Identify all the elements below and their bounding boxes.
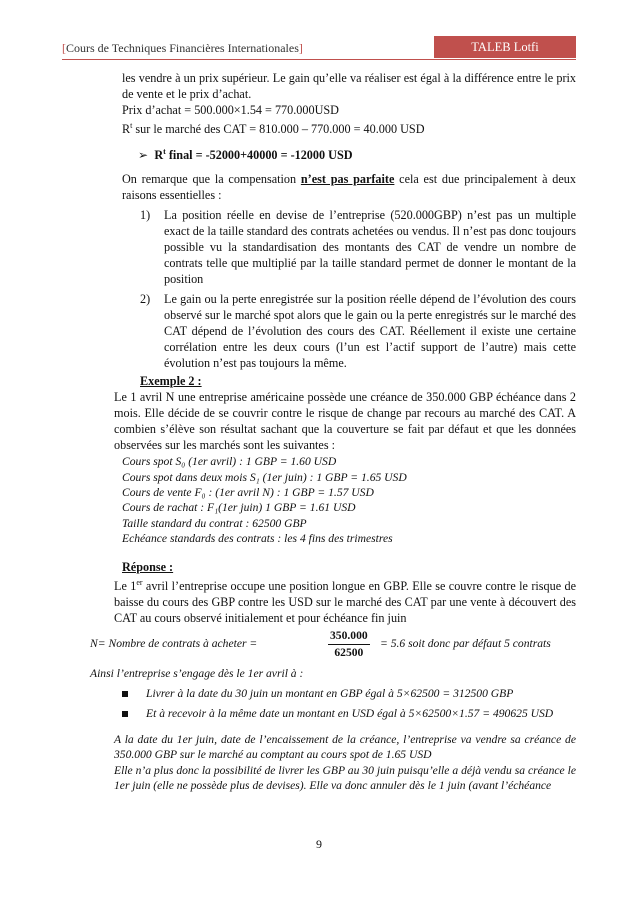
purchase-price: Prix d’achat = 500.000×1.54 = 770.000USD	[122, 103, 339, 117]
remark-paragraph: On remarque que la compensation n’est pas parfaite cela est due principalement à deux raisons essentielles :	[122, 172, 576, 203]
data-line: Cours spot dans deux mois S₁ (1er juin) : 1 GBP = 1.65 USD	[122, 470, 407, 484]
header-divider	[62, 59, 576, 60]
list-item: 2) Le gain ou la perte enregistrée sur la position réelle dépend de l’évolution des cours observé sur le marché spot alors que le gain ou la perte enregistrés sur le marché des CAT dépend de l’évolution des cours des CAT. Réellement il existe une certaine corrélation entre les deux cours (l’un est l’actif support de l’autre) mais cette évolution n’est pas toujours la même.	[140, 292, 576, 371]
example-heading: Exemple 2 :	[140, 374, 202, 389]
engagement-intro: Ainsi l’entreprise s’engage dès le 1er avril à :	[90, 666, 304, 680]
intro-paragraph: les vendre à un prix supérieur. Le gain qu’elle va réaliser est égal à la différence entre le prix de vente et le prix d’achat.	[122, 71, 576, 101]
reasons-list	[140, 207, 576, 371]
square-bullet-icon	[122, 711, 128, 717]
data-line: Cours de rachat : F₁(1er juin) 1 GBP = 1.61 USD	[122, 501, 356, 515]
engagement-list	[122, 686, 576, 722]
cat-result: $R^t$ sur le marché des CAT = 810.000 – 770.000 = 40.000 USD	[122, 121, 425, 137]
data-line: Cours spot S₀ (1er avril) : 1 GBP = 1.60 USD	[122, 455, 337, 469]
page-content	[0, 70, 638, 793]
list-item: Livrer à la date du 30 juin un montant en GBP égal à 5×62500 = 312500 GBP	[122, 686, 576, 701]
formula-fraction	[328, 628, 370, 661]
course-title: [Cours de Techniques Financières Internationales]	[62, 41, 303, 55]
response-paragraph: Le 1er avril l’entreprise occupe une position longue en GBP. Elle se couvre contre le risque de baisse du cours des GBP contre les USD sur le marché des CAT par une vente à découvert des CAT au cours observé initialement et pour échéance fin juin	[114, 577, 576, 625]
contracts-formula	[90, 628, 576, 664]
list-item: 1) La position réelle en devise de l’entreprise (520.000GBP) n’est pas un multiple exact de la taille standard des contrats achetées ou vendus. Il n’est pas donc toujours possible vu la standardisation des montants des CAT de vendre un nombre de contrats telle que multiplié par la taille standard permet de donner le montant de la position	[140, 208, 576, 287]
formula-left: N= Nombre de contrats à acheter =	[90, 636, 258, 650]
square-bullet-icon	[122, 691, 128, 697]
data-line: Taille standard du contrat : 62500 GBP	[122, 516, 307, 530]
formula-right: = 5.6 soit donc par défaut 5 contrats	[380, 636, 551, 650]
response-heading: Réponse :	[122, 559, 174, 574]
settlement-paragraph: A la date du 1er juin, date de l’encaissement de la créance, l’entreprise va vendre sa créance de 350.000 GBP sur le marché au comptant au cours spot de 1.65 USD	[114, 732, 576, 762]
list-item: Et à recevoir à la même date un montant en USD égal à 5×62500×1.57 = 490625 USD	[122, 706, 576, 721]
author-badge: TALEB Lotfi	[434, 36, 576, 58]
data-line: Echéance standards des contrats : les 4 fins des trimestres	[122, 532, 393, 546]
data-line: Cours de vente F₀ : (1er avril N) : 1 GBP = 1.57 USD	[122, 485, 374, 499]
emphasis-text: n’est pas parfaite	[300, 172, 395, 187]
arrow-bullet-icon: ➢	[138, 148, 149, 163]
cancellation-paragraph: Elle n’a plus donc la possibilité de livrer les GBP au 30 juin puisqu’elle a déjà vendu sa créance le 1er juin (elle ne possède plus de devises). Elle va donc annuler dès le 1 juin (avant l’échéance	[114, 763, 576, 793]
fraction-denominator: 62500	[334, 645, 364, 659]
fraction-numerator: 350.000	[328, 628, 370, 645]
final-result: ➢ $R^t$ final = -52000+40000 = -12000 USD	[138, 147, 353, 163]
example-paragraph: Le 1 avril N une entreprise américaine possède une créance de 350.000 GBP échéance dans 2 mois. Elle décide de se couvrir contre le risque de change par recours au marché des CAT. A combien s’élève son résultat sachant que la couverture se fait par défaut et que les données observées sur les marchés sont les suivantes :	[114, 390, 576, 453]
page-number: 9	[316, 837, 322, 851]
page-header	[62, 36, 576, 58]
example-data	[122, 454, 576, 546]
